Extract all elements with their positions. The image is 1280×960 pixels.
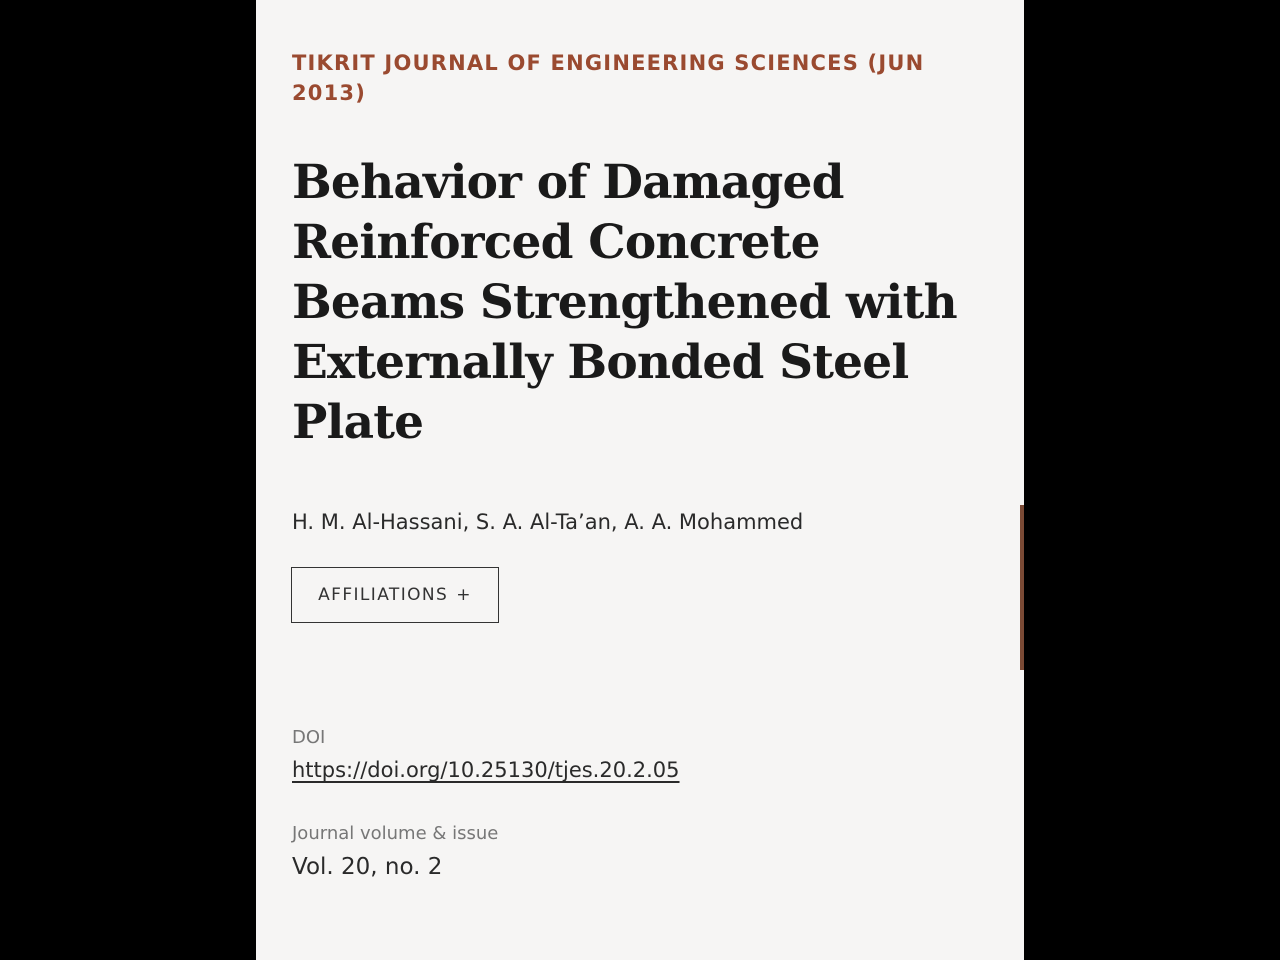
affiliations-button[interactable] bbox=[291, 567, 499, 623]
article-title: Behavior of Damaged Reinforced Concrete Beams Strengthened with Externally Bonded Steel Plate bbox=[292, 155, 957, 450]
author-list: H. M. Al-Hassani, S. A. Al-Ta’an, A. A. Mohammed bbox=[292, 510, 804, 534]
article-page bbox=[256, 0, 1024, 960]
side-accent-bar bbox=[1020, 505, 1024, 670]
doi-label: DOI bbox=[292, 727, 326, 748]
affiliations-button-label: AFFILIATIONS bbox=[318, 585, 449, 605]
journal-name: TIKRIT JOURNAL OF ENGINEERING SCIENCES (JUN 2013) bbox=[292, 51, 925, 105]
volume-issue-value: Vol. 20, no. 2 bbox=[292, 854, 443, 880]
doi-link[interactable]: https://doi.org/10.25130/tjes.20.2.05 bbox=[292, 758, 680, 782]
volume-issue-label: Journal volume & issue bbox=[292, 823, 499, 844]
plus-icon: + bbox=[456, 585, 472, 605]
